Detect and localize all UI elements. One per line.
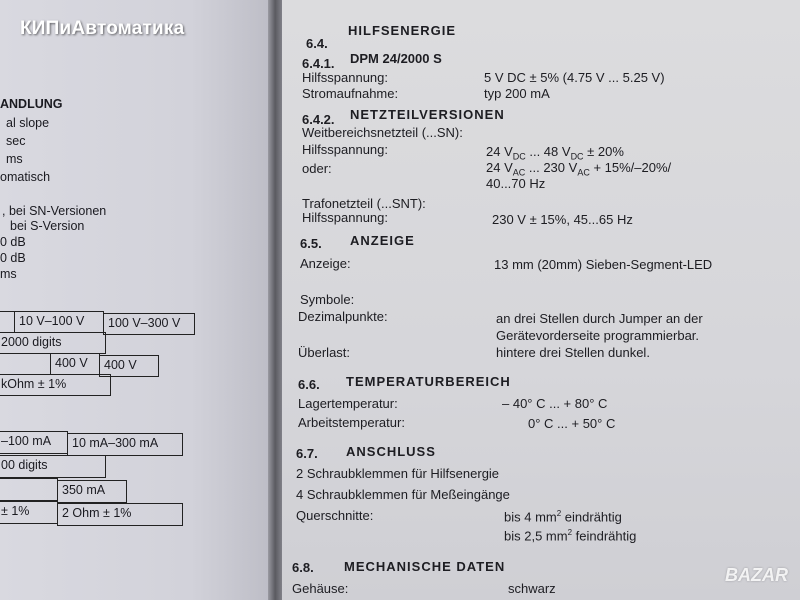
corner-logo: BAZAR — [725, 565, 788, 585]
table-cell: 400 V — [50, 353, 100, 375]
field-label: Hilfsspannung: — [302, 142, 388, 157]
field-label: Anzeige: — [300, 256, 351, 271]
table-cell — [0, 311, 15, 333]
table-cell: 10 mA–300 mA — [67, 433, 183, 456]
list-item: 2 Schraubklemmen für Hilfsenergie — [296, 466, 500, 481]
table-cell: 10 V–100 V — [14, 311, 104, 333]
section-title: HILFSENERGIE — [348, 23, 457, 38]
table-cell: 350 mA — [57, 480, 127, 503]
table-cell: ± 1% — [0, 501, 58, 524]
table-cell: 2 Ohm ± 1% — [57, 503, 183, 526]
field-label: Gehäuse: — [292, 581, 349, 596]
section-number: 6.7. — [296, 446, 318, 461]
field-label: oder: — [302, 161, 332, 176]
left-page — [0, 0, 272, 600]
left-line: ms — [0, 267, 17, 281]
field-value: typ 200 mA — [484, 86, 550, 101]
section-number: 6.4.1. — [302, 56, 335, 71]
list-item: 4 Schraubklemmen für Meßeingänge — [296, 487, 510, 502]
left-line: omatisch — [0, 170, 51, 184]
section-number: 6.4.2. — [302, 112, 335, 127]
left-line: bei S-Version — [10, 219, 85, 233]
left-line: 0 dB — [0, 235, 26, 249]
field-value: 0° C ... + 50° C — [528, 416, 616, 431]
field-value: 24 $V_{DC}$ ... 48 $V_{DC} \pm 20\%$ — [486, 144, 624, 162]
field-label: Querschnitte: — [296, 508, 374, 523]
field-value: 13 mm (20mm) Sieben-Segment-LED — [494, 257, 713, 272]
field-value: – 40° C ... + 80° C — [502, 396, 608, 411]
subsection-label: Weitbereichsnetzteil (...SN): — [302, 125, 463, 140]
table-cell: 2000 digits — [0, 332, 106, 354]
left-line: sec — [6, 134, 26, 148]
field-value: hintere drei Stellen dunkel. — [496, 345, 650, 360]
section-number: 6.8. — [292, 560, 314, 575]
subsection-label: Trafonetzteil (...SNT): — [302, 196, 426, 211]
section-number: 6.5. — [300, 236, 322, 251]
field-value: 40...70 Hz — [486, 176, 546, 191]
field-label: Arbeitstemperatur: — [298, 415, 405, 430]
section-number: 6.4. — [306, 36, 328, 51]
section-title: NETZTEILVERSIONEN — [350, 107, 505, 122]
field-value: bis 4 $mm^2$ eindrähtig — [504, 509, 622, 525]
field-value: 230 V ± 15%, 45...65 Hz — [492, 212, 633, 227]
section-title: DPM 24/2000 S — [350, 51, 442, 66]
section-title: TEMPERATURBEREICH — [346, 374, 511, 389]
field-label: Symbole: — [300, 292, 355, 307]
table-cell: 100 V–300 V — [103, 313, 195, 335]
table-cell: kOhm ± 1% — [0, 374, 111, 396]
field-label: Lagertemperatur: — [298, 396, 398, 411]
left-line: , bei SN-Versionen — [2, 204, 107, 218]
field-label: Stromaufnahme: — [302, 86, 399, 101]
table-cell: 00 digits — [0, 455, 106, 478]
table-cell — [0, 478, 58, 501]
left-heading: ANDLUNG — [0, 97, 63, 111]
field-value: 5 V DC ± 5% (4.75 V ... 5.25 V) — [484, 70, 665, 85]
right-page — [282, 0, 800, 600]
section-title: MECHANISCHE DATEN — [344, 559, 506, 574]
left-line: 0 dB — [0, 251, 26, 265]
section-number: 6.6. — [298, 377, 320, 392]
left-line: al slope — [6, 116, 50, 130]
field-value: 24 $V_{AC}$ ... 230 $V_{AC} + 15\%/-20\%/$ — [486, 160, 672, 178]
field-value: bis 2,5 $mm^2$ feindrähtig — [504, 528, 637, 544]
field-label: Überlast: — [298, 345, 351, 360]
field-value: an drei Stellen durch Jumper an der — [496, 311, 703, 326]
field-value: Gerätevorderseite programmierbar. — [496, 328, 700, 343]
field-label: Hilfsspannung: — [302, 70, 388, 85]
left-line: ms — [6, 152, 23, 166]
section-title: ANSCHLUSS — [346, 444, 436, 459]
watermark-text: КИПиАвтоматика — [20, 18, 185, 39]
table-cell — [0, 353, 51, 375]
field-label: Dezimalpunkte: — [298, 309, 388, 324]
field-label: Hilfsspannung: — [302, 210, 388, 225]
field-value: schwarz — [508, 581, 556, 596]
table-cell: 400 V — [99, 355, 159, 377]
table-cell: –100 mA — [0, 431, 68, 454]
section-title: ANZEIGE — [350, 233, 415, 248]
